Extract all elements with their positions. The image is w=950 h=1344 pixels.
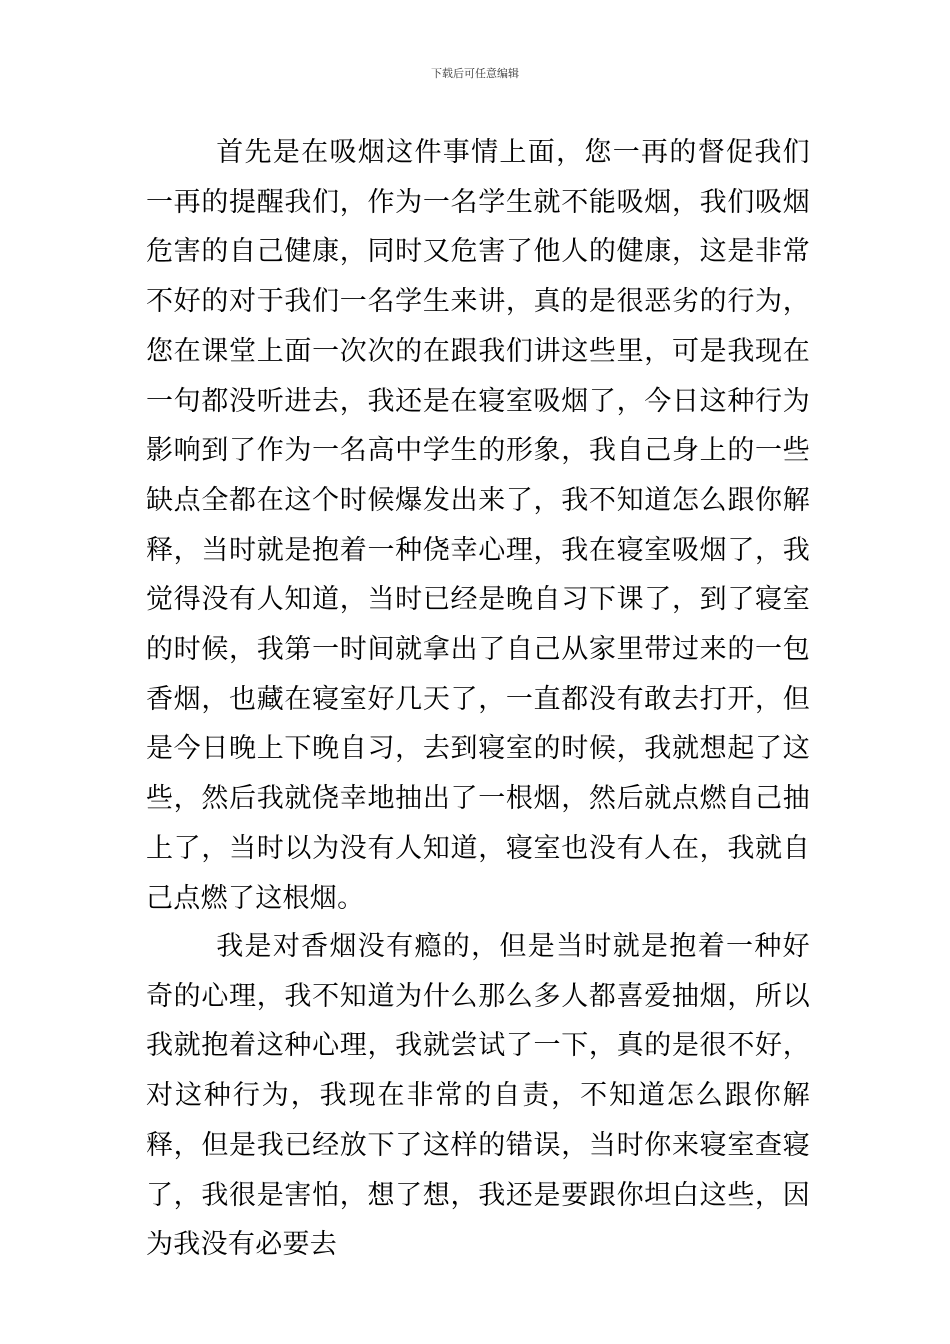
body-paragraph-1: 首先是在吸烟这件事情上面，您一再的督促我们一再的提醒我们，作为一名学生就不能吸烟，我们吸烟危害的自己健康，同时又危害了他人的健康，这是非常不好的对于我们一名学生来讲，真的是很恶劣的行为，您在课堂上面一次次的在跟我们讲这些里，可是我现在一句都没听进去，我还是在寝室吸烟了，今日这种行为影响到了作为一名高中学生的形象，我自己身上的一些缺点全都在这个时候爆发出来了，我不知道怎么跟你解释，当时就是抱着一种侥幸心理，我在寝室吸烟了，我觉得没有人知道，当时已经是晚自习下课了，到了寝室的时候，我第一时间就拿出了自己从家里带过来的一包香烟，也藏在寝室好几天了，一直都没有敢去打开，但是今日晚上下晚自习，去到寝室的时候，我就想起了这些，然后我就侥幸地抽出了一根烟，然后就点燃自己抽上了，当时以为没有人知道，寝室也没有人在，我就自己点燃了这根烟。 <box>146 137 810 914</box>
header-note: 下载后可任意编辑 <box>431 67 519 80</box>
body-paragraph-2: 我是对香烟没有瘾的，但是当时就是抱着一种好奇的心理，我不知道为什么那么多人都喜爱抽烟，所以我就抱着这种心理，我就尝试了一下，真的是很不好，对这种行为，我现在非常的自责，不知道怎么跟你解释，但是我已经放下了这样的错误，当时你来寝室查寝了，我很是害怕，想了想，我还是要跟你坦白这些，因为我没有必要去 <box>146 931 810 1261</box>
